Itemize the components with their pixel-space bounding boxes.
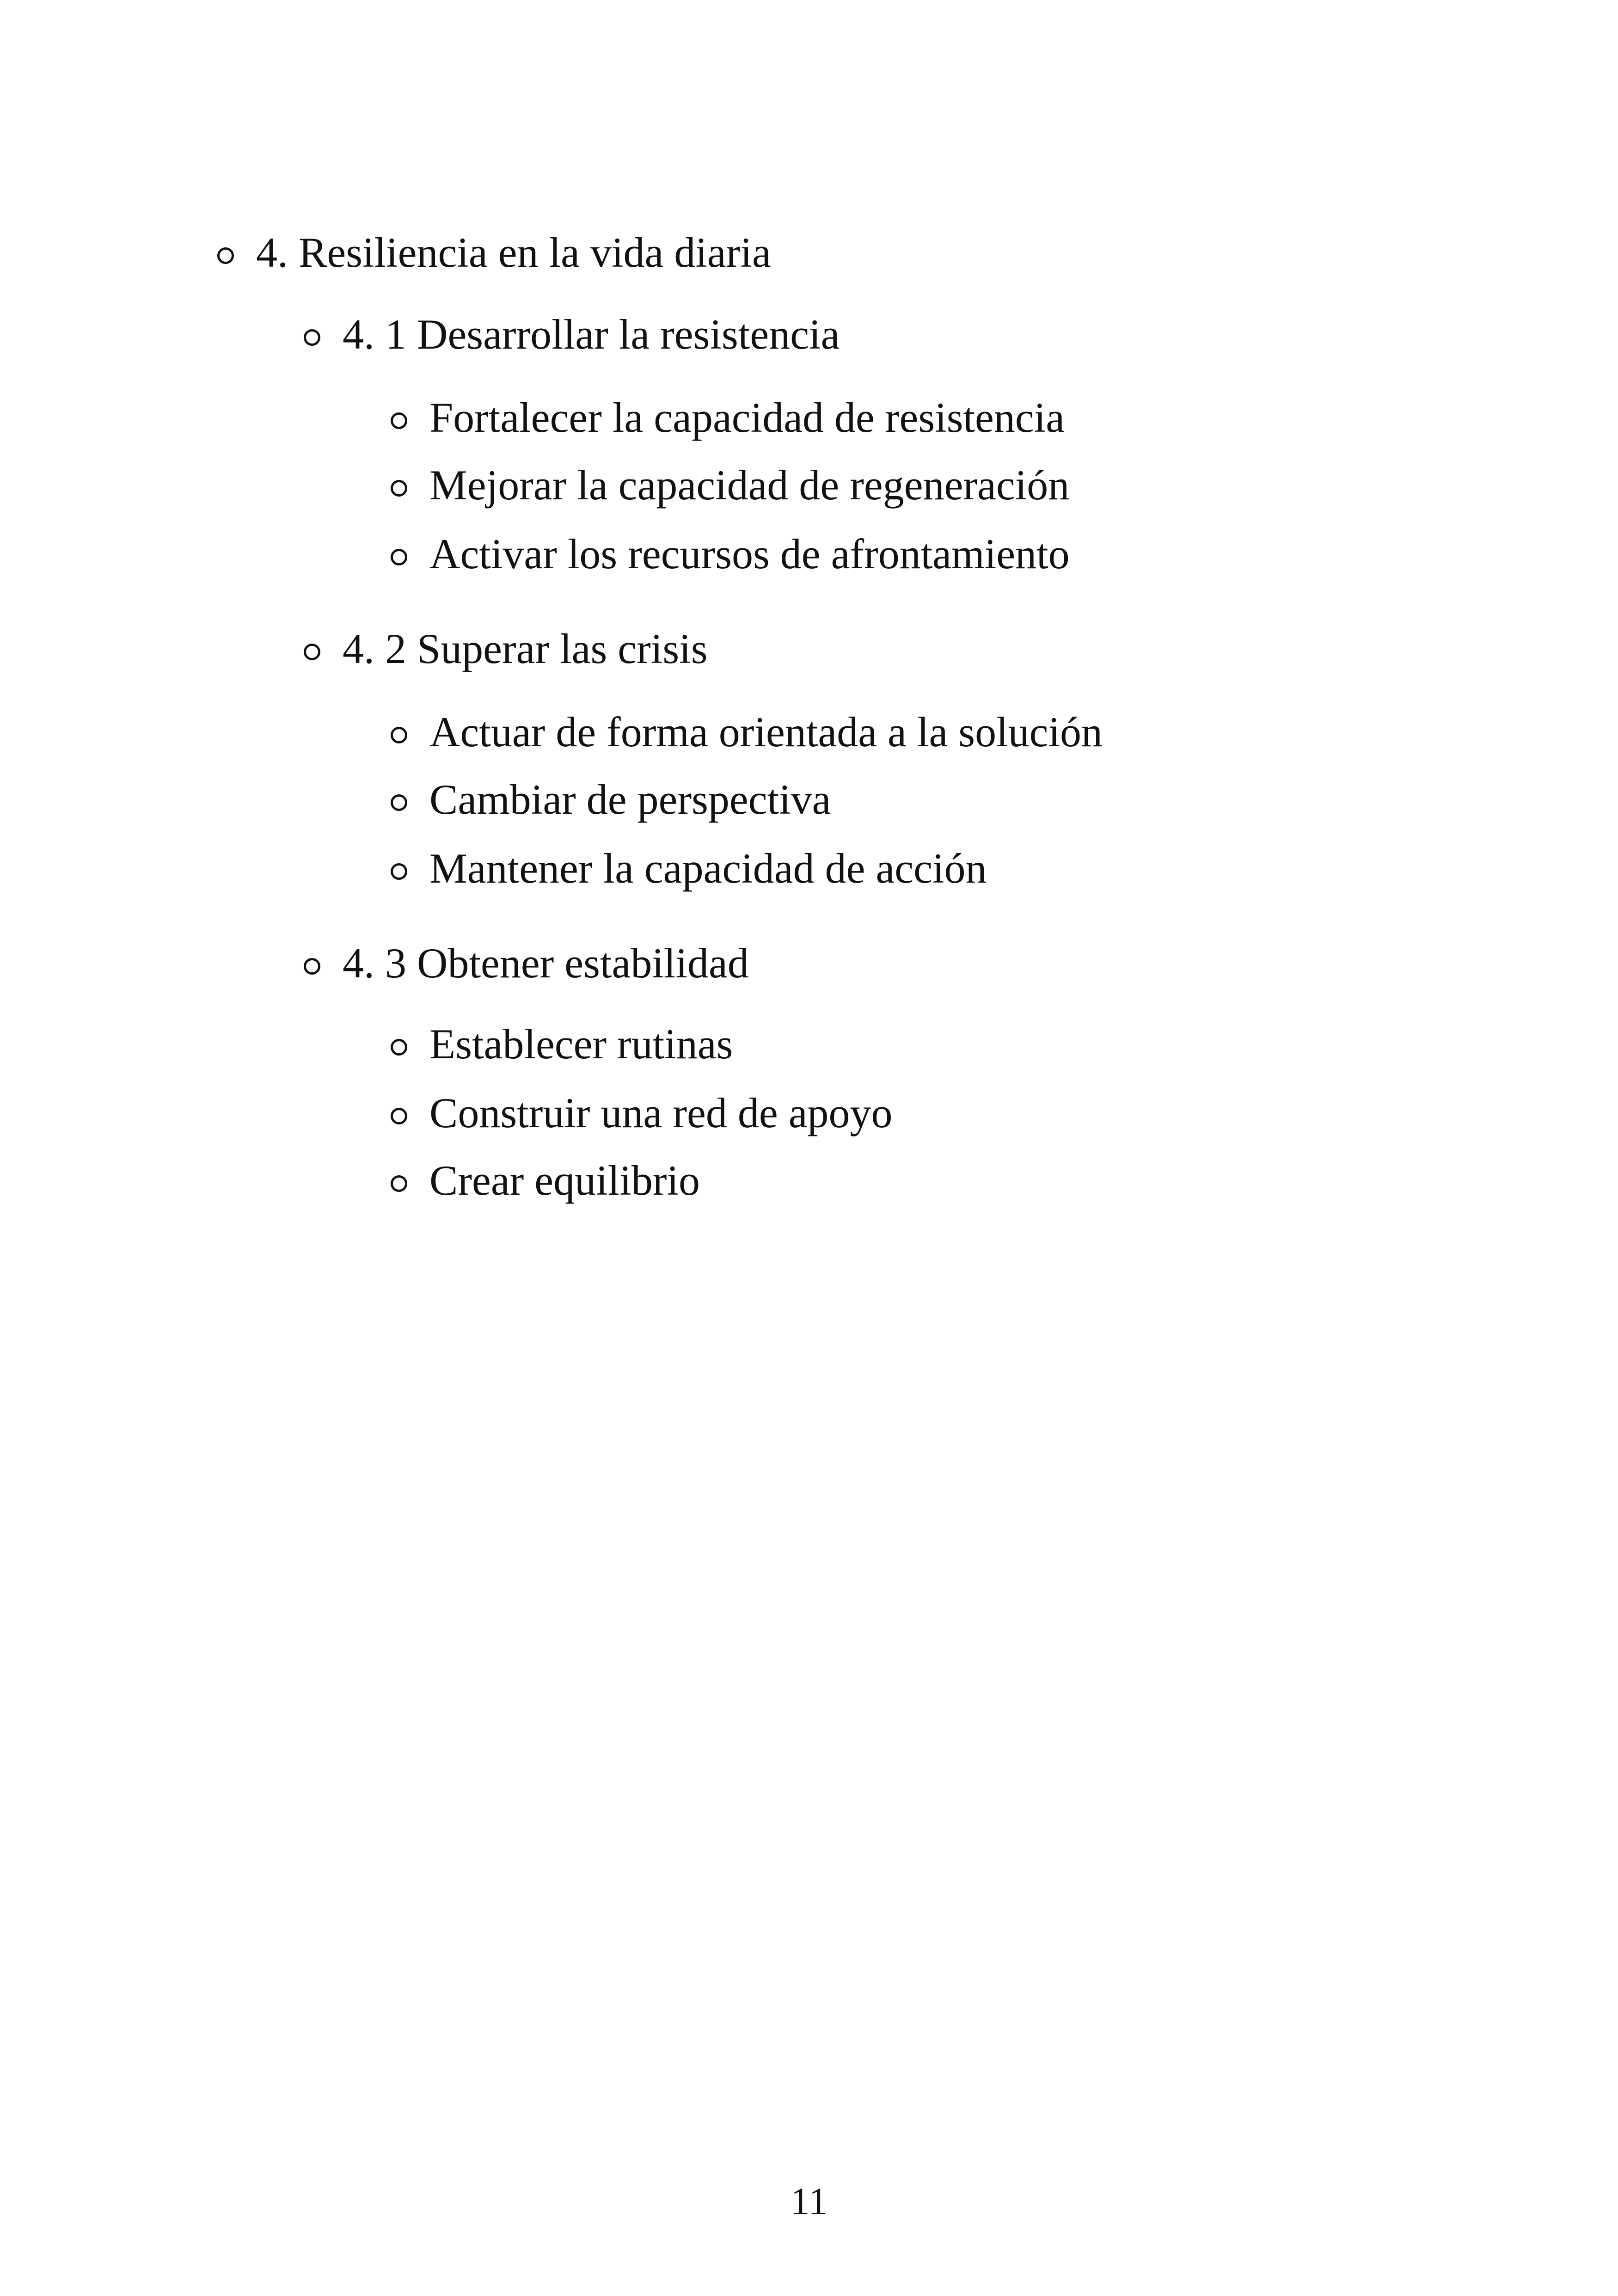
circle-bullet-icon [217, 247, 234, 264]
circle-bullet-icon [304, 958, 320, 975]
list-item-text: Establecer rutinas [429, 1020, 733, 1068]
circle-bullet-icon [391, 549, 407, 565]
list-item [391, 461, 1070, 509]
circle-bullet-icon [391, 863, 407, 880]
list-item-text: Fortalecer la capacidad de resistencia [429, 394, 1065, 441]
list-item [391, 1089, 893, 1136]
list-item-text: Cambiar de perspectiva [429, 776, 831, 823]
page-number: 11 [790, 2180, 828, 2223]
circle-bullet-icon [391, 1039, 407, 1056]
circle-bullet-icon [391, 1175, 407, 1192]
circle-bullet-icon [391, 412, 407, 429]
list-item-text: Construir una red de apoyo [429, 1089, 893, 1136]
section-heading: 4. 1 Desarrollar la resistencia [343, 311, 840, 358]
list-item-text: Actuar de forma orientada a la solución [429, 708, 1103, 755]
list-item-text: Mantener la capacidad de acción [429, 845, 987, 892]
list-item [391, 708, 1103, 755]
circle-bullet-icon [304, 644, 320, 660]
circle-bullet-icon [391, 727, 407, 743]
section-heading-row [304, 313, 840, 356]
section-heading-row [304, 627, 708, 670]
list-item-text: Mejorar la capacidad de regeneración [429, 461, 1070, 509]
list-item-text: Activar los recursos de afrontamiento [429, 530, 1070, 577]
section-heading: 4. 2 Superar las crisis [343, 625, 708, 672]
circle-bullet-icon [391, 794, 407, 811]
circle-bullet-icon [304, 329, 320, 346]
outline-title-row [217, 231, 771, 274]
list-item [391, 396, 1065, 439]
list-item [391, 1020, 733, 1068]
list-item [391, 847, 987, 890]
list-item [391, 530, 1070, 577]
outline-title: 4. Resiliencia en la vida diaria [256, 229, 771, 276]
circle-bullet-icon [391, 480, 407, 497]
section-heading-row [304, 939, 749, 987]
section-heading: 4. 3 Obtener estabilidad [343, 939, 749, 987]
list-item [391, 1159, 700, 1202]
circle-bullet-icon [391, 1108, 407, 1124]
list-item-text: Crear equilibrio [429, 1157, 700, 1204]
list-item [391, 778, 831, 821]
